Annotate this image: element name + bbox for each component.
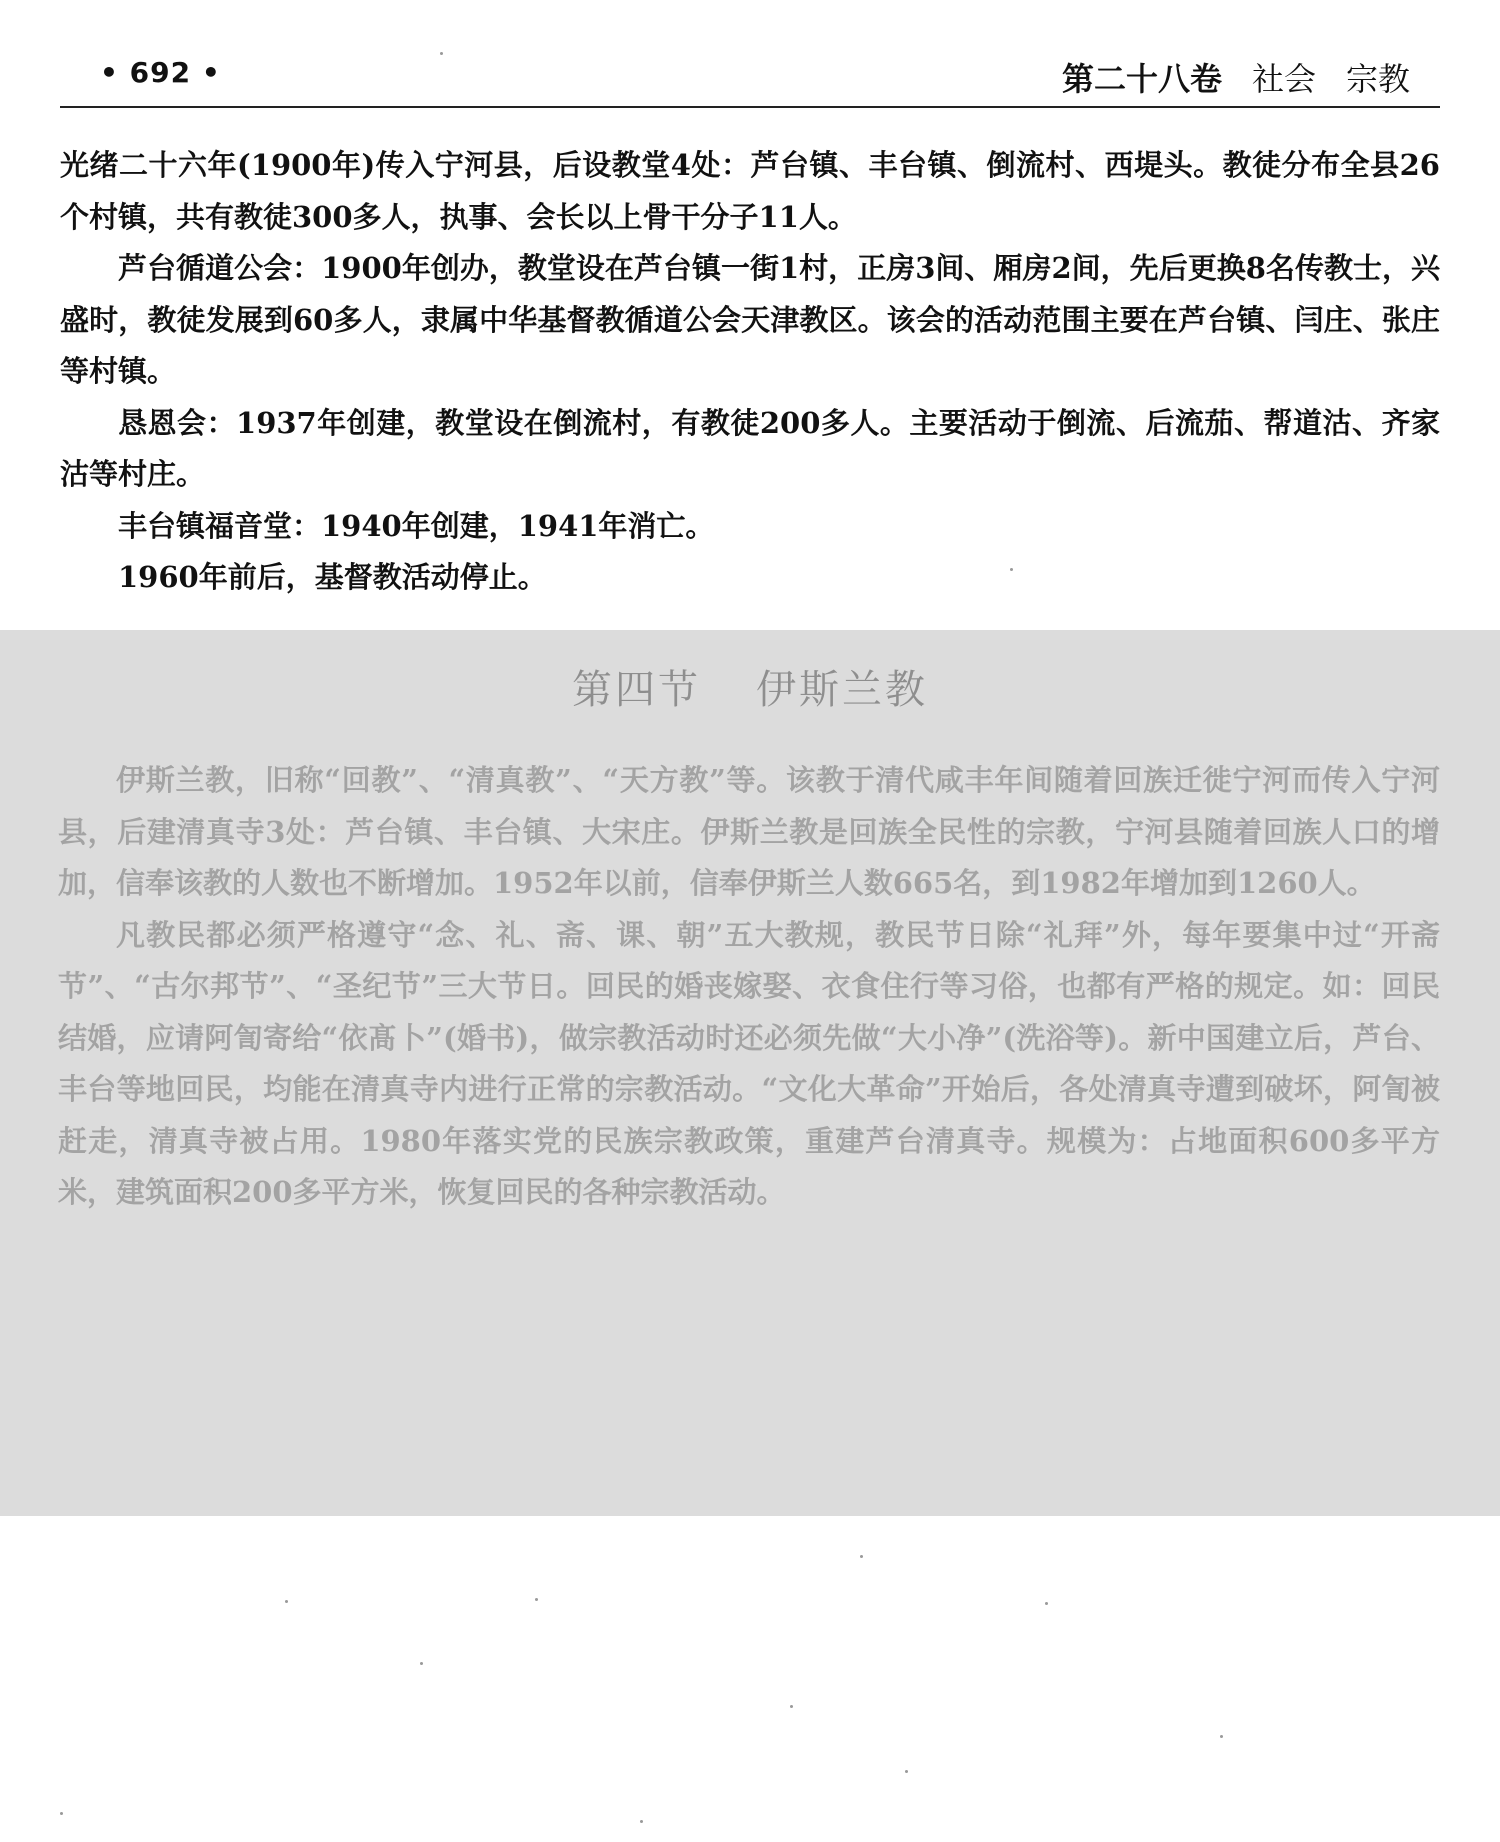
paragraph: 丰台镇福音堂：1940年创建，1941年消亡。: [118, 508, 715, 543]
section-number: 第四节: [572, 667, 701, 713]
page-number: • 692 •: [100, 56, 221, 89]
scan-speck: [1045, 1602, 1048, 1605]
scan-speck: [905, 1770, 908, 1773]
paragraph: 恳恩会：1937年创建，教堂设在倒流村，有教徒200多人。主要活动于倒流、后流茄、帮道沽、齐家沽等村庄。: [60, 405, 1440, 491]
scan-speck: [1010, 568, 1013, 571]
islam-text: [58, 755, 1440, 1219]
volume-title: 第二十八卷: [1061, 60, 1222, 98]
paragraph: 凡教民都必须严格遵守“念、礼、斋、课、朝”五大教规，教民节日除“礼拜”外，每年要集中过“开斋节”、“古尔邦节”、“圣纪节”三大节日。回民的婚丧嫁娶、衣食住行等习俗，也都有严格的规定。如：回民结婚，应请阿訇寄给“依髙卜”(婚书)，做宗教活动时还必须先做“大小净”(洗浴等)。新中国建立后，芦台、丰台等地回民，均能在清真寺内进行正常的宗教活动。“文化大革命”开始后，各处清真寺遭到破坏，阿訇被赶走，清真寺被占用。1980年落实党的民族宗教政策，重建芦台清真寺。规模为：占地面积600多平方米，建筑面积200多平方米，恢复回民的各种宗教活动。: [58, 917, 1440, 1209]
scan-speck: [420, 1662, 423, 1665]
paragraph: 伊斯兰教，旧称“回教”、“清真教”、“天方教”等。该教于清代咸丰年间随着回族迁徙宁河而传入宁河县，后建清真寺3处：芦台镇、丰台镇、大宋庄。伊斯兰教是回族全民性的宗教，宁河县随着回族人口的增加，信奉该教的人数也不断增加。1952年以前，信奉伊斯兰人数665名，到1982年增加到1260人。: [58, 763, 1440, 900]
highlighted-section: [0, 630, 1500, 1516]
running-head: [1062, 54, 1410, 100]
page-header: [60, 50, 1440, 108]
paragraph: 光绪二十六年(1900年)传入宁河县，后设教堂4处：芦台镇、丰台镇、倒流村、西堤头。教徒分布全县26个村镇，共有教徒300多人，执事、会长以上骨干分子11人。: [60, 148, 1440, 234]
scan-speck: [790, 1705, 793, 1708]
scan-speck: [860, 1555, 863, 1558]
section-heading: [0, 658, 1500, 715]
scan-speck: [1220, 1735, 1223, 1738]
scan-speck: [285, 1600, 288, 1603]
section-title: 伊斯兰教: [756, 667, 928, 713]
paragraph: 1960年前后，基督教活动停止。: [118, 560, 547, 594]
paragraph: 芦台循道公会：1900年创办，教堂设在芦台镇一街1村，正房3间、厢房2间，先后更换8名传教士，兴盛时，教徒发展到60多人，隶属中华基督教循道公会天津教区。该会的活动范围主要在芦台镇、闫庄、张庄等村镇。: [60, 251, 1440, 388]
scan-speck: [440, 52, 443, 55]
part-title: 社会: [1251, 60, 1316, 98]
scan-speck: [535, 1598, 538, 1601]
scan-speck: [60, 1812, 63, 1815]
chapter-title: 宗教: [1345, 60, 1410, 98]
scan-speck: [640, 1820, 643, 1823]
christianity-text: [60, 140, 1440, 604]
